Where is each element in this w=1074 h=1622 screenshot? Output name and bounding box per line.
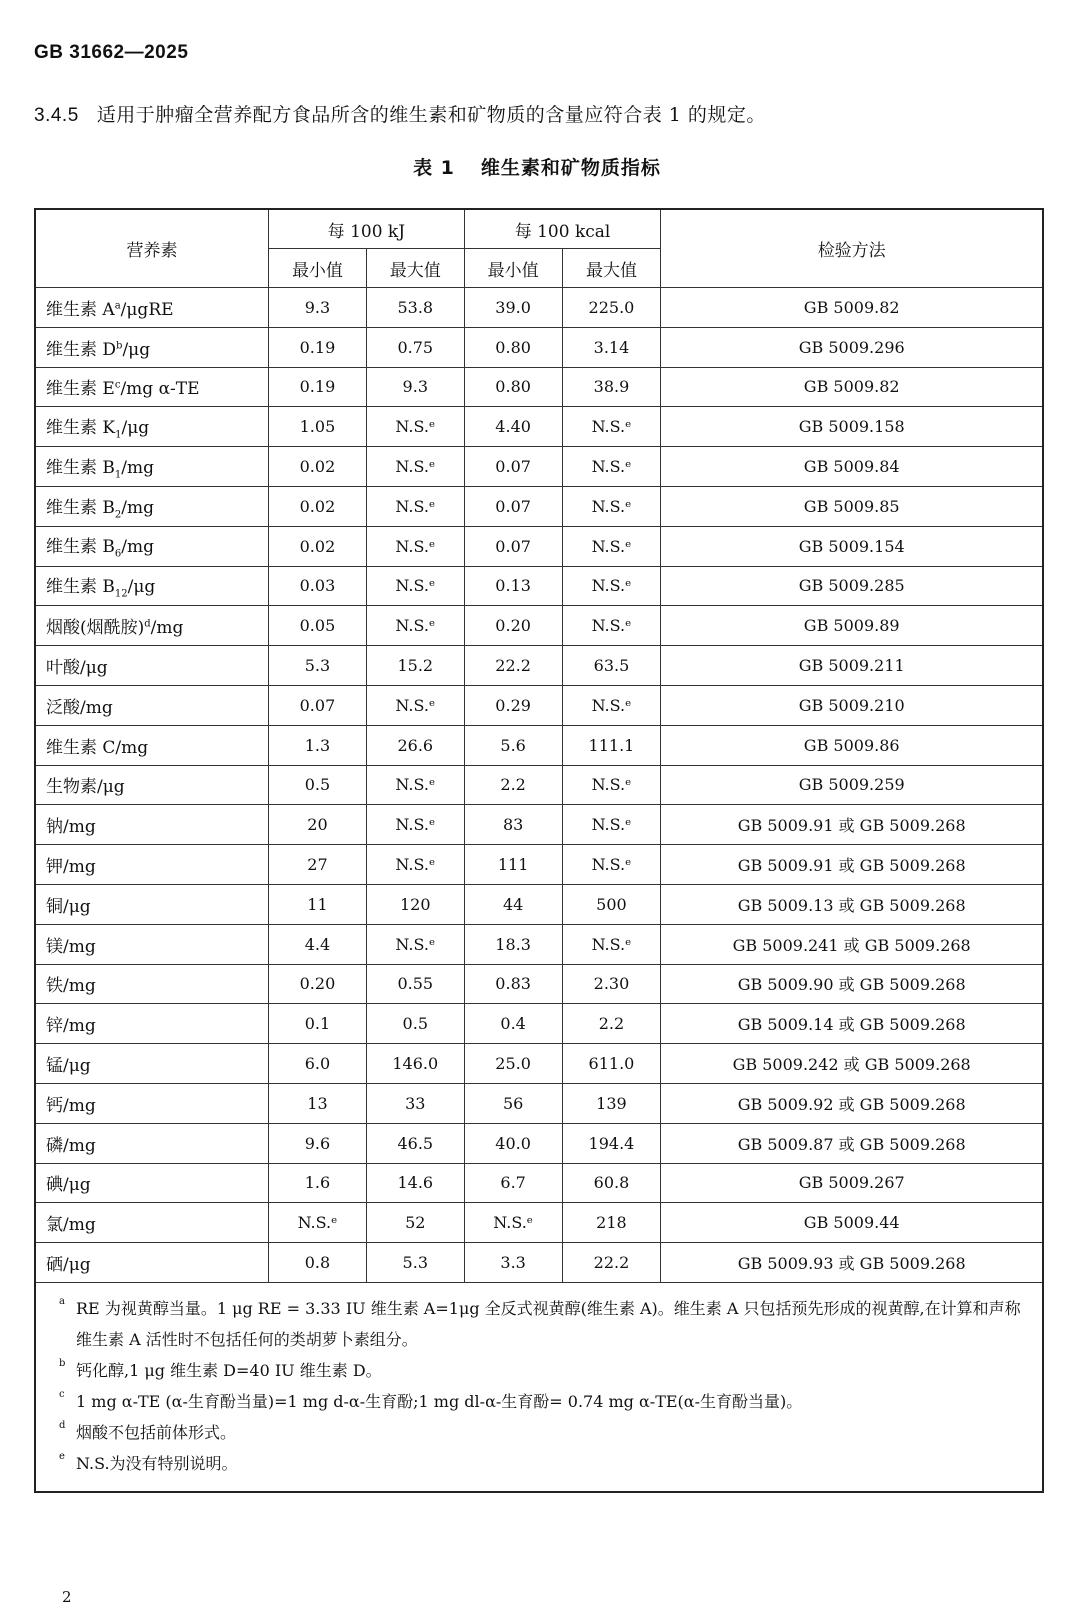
max-kcal-cell: N.S.ᵉ [562,845,661,885]
table-row [35,1004,1043,1044]
max-kcal-cell: 611.0 [562,1044,661,1084]
min-kj-cell: 27 [269,845,367,885]
min-kcal-cell: 40.0 [464,1123,562,1163]
max-kj-cell: N.S.ᵉ [366,566,464,606]
min-kcal-cell: 25.0 [464,1044,562,1084]
nutrient-name: 维生素 $B_1/mg$ [35,447,269,487]
min-kj-cell: 0.02 [269,526,367,566]
nutrient-name: 钙/mg [35,1083,269,1123]
min-kcal-cell: 111 [464,845,562,885]
min-kcal-cell: 0.80 [464,327,562,367]
table-row [35,646,1043,686]
max-kcal-cell: 139 [562,1083,661,1123]
method-cell: GB 5009.158 [661,407,1043,447]
max-kj-cell: 14.6 [366,1163,464,1203]
table-notes [35,1282,1043,1492]
min-kcal-cell: 0.29 [464,685,562,725]
table-title-text: 维生素和矿物质指标 [480,157,661,179]
min-kcal-cell: 0.07 [464,486,562,526]
max-kcal-cell: N.S.ᵉ [562,447,661,487]
min-kcal-cell: 0.83 [464,964,562,1004]
max-kcal-cell: 2.30 [562,964,661,1004]
method-cell: GB 5009.259 [661,765,1043,805]
nutrient-name: 维生素 $K_1/\mu g$ [35,407,269,447]
method-cell: GB 5009.85 [661,486,1043,526]
header-method: 检验方法 [661,209,1043,288]
nutrient-name: 碘/μg [35,1163,269,1203]
header-min-kj: 最小值 [269,249,367,288]
max-kcal-cell: 38.9 [562,367,661,407]
method-cell: GB 5009.84 [661,447,1043,487]
table-row [35,1243,1043,1283]
min-kcal-cell: 6.7 [464,1163,562,1203]
max-kj-cell: 120 [366,884,464,924]
clause-paragraph [34,100,766,127]
nutrient-name: 维生素 $B_6/mg$ [35,526,269,566]
min-kj-cell: N.S.ᵉ [269,1203,367,1243]
min-kj-cell: 13 [269,1083,367,1123]
max-kcal-cell: N.S.ᵉ [562,685,661,725]
method-cell: GB 5009.241 或 GB 5009.268 [661,924,1043,964]
nutrient-name: 维生素 $B_2/mg$ [35,486,269,526]
max-kj-cell: N.S.ᵉ [366,924,464,964]
method-cell: GB 5009.242 或 GB 5009.268 [661,1044,1043,1084]
max-kj-cell: N.S.ᵉ [366,447,464,487]
min-kcal-cell: 39.0 [464,288,562,328]
method-cell: GB 5009.210 [661,685,1043,725]
max-kj-cell: 0.75 [366,327,464,367]
max-kj-cell: N.S.ᵉ [366,606,464,646]
table-row [35,566,1043,606]
min-kj-cell: 0.02 [269,486,367,526]
method-cell: GB 5009.91 或 GB 5009.268 [661,805,1043,845]
table-row [35,367,1043,407]
table-row [35,447,1043,487]
max-kj-cell: N.S.ᵉ [366,486,464,526]
table-title [0,153,1074,180]
nutrient-name: 维生素 $D^b/\mu g$ [35,327,269,367]
method-cell: GB 5009.82 [661,367,1043,407]
min-kj-cell: 1.6 [269,1163,367,1203]
max-kcal-cell: 218 [562,1203,661,1243]
min-kj-cell: 0.02 [269,447,367,487]
method-cell: GB 5009.285 [661,566,1043,606]
max-kcal-cell: 60.8 [562,1163,661,1203]
method-cell: GB 5009.13 或 GB 5009.268 [661,884,1043,924]
table-row [35,964,1043,1004]
table-row [35,1163,1043,1203]
max-kcal-cell: 500 [562,884,661,924]
table-number: 表 1 [413,157,455,179]
table-row [35,526,1043,566]
min-kj-cell: 0.05 [269,606,367,646]
method-cell: GB 5009.87 或 GB 5009.268 [661,1123,1043,1163]
min-kcal-cell: 3.3 [464,1243,562,1283]
table-note: b 钙化醇,1 μg 维生素 D=40 IU 维生素 D。 [59,1357,382,1380]
min-kj-cell: 0.5 [269,765,367,805]
min-kj-cell: 1.3 [269,725,367,765]
max-kcal-cell: N.S.ᵉ [562,486,661,526]
min-kj-cell: 0.1 [269,1004,367,1044]
max-kcal-cell: N.S.ᵉ [562,805,661,845]
table-row [35,765,1043,805]
min-kj-cell: 0.19 [269,327,367,367]
max-kcal-cell: 3.14 [562,327,661,367]
max-kj-cell: 26.6 [366,725,464,765]
max-kcal-cell: 22.2 [562,1243,661,1283]
nutrient-name: 维生素 $E^c/mg$ α-TE [35,367,269,407]
min-kj-cell: 0.8 [269,1243,367,1283]
nutrient-name: 烟酸(烟酰胺)$^d$/mg [35,606,269,646]
method-cell: GB 5009.211 [661,646,1043,686]
method-cell: GB 5009.14 或 GB 5009.268 [661,1004,1043,1044]
max-kj-cell: 9.3 [366,367,464,407]
max-kcal-cell: N.S.ᵉ [562,924,661,964]
min-kj-cell: 0.03 [269,566,367,606]
max-kj-cell: N.S.ᵉ [366,685,464,725]
max-kcal-cell: 63.5 [562,646,661,686]
table-row [35,486,1043,526]
method-cell: GB 5009.93 或 GB 5009.268 [661,1243,1043,1283]
table-row [35,1203,1043,1243]
min-kj-cell: 1.05 [269,407,367,447]
max-kj-cell: 0.5 [366,1004,464,1044]
min-kcal-cell: 0.07 [464,526,562,566]
table-note: a RE 为视黄醇当量。1 μg RE = 3.33 IU 维生素 A=1μg 全反式视黄醇(维生素 A)。维生素 A 只包括预先形成的视黄醇,在计算和声称维生素 A 活性时不包括任何的类胡萝卜素组分。 [59,1295,1021,1349]
min-kcal-cell: 5.6 [464,725,562,765]
table-row [35,924,1043,964]
method-cell: GB 5009.44 [661,1203,1043,1243]
min-kcal-cell: 22.2 [464,646,562,686]
min-kcal-cell: 56 [464,1083,562,1123]
method-cell: GB 5009.154 [661,526,1043,566]
method-cell: GB 5009.267 [661,1163,1043,1203]
nutrient-name: 镁/mg [35,924,269,964]
min-kj-cell: 20 [269,805,367,845]
method-cell: GB 5009.89 [661,606,1043,646]
max-kj-cell: 46.5 [366,1123,464,1163]
max-kcal-cell: N.S.ᵉ [562,566,661,606]
method-cell: GB 5009.86 [661,725,1043,765]
max-kcal-cell: N.S.ᵉ [562,407,661,447]
max-kj-cell: N.S.ᵉ [366,526,464,566]
header-per-kcal: 每 100 kcal [464,209,661,249]
header-nutrient: 营养素 [35,209,269,288]
nutrient-name: 泛酸/mg [35,685,269,725]
min-kcal-cell: 44 [464,884,562,924]
nutrient-name: 维生素 $B_{12}/\mu g$ [35,566,269,606]
clause-number: 3.4.5 [34,105,79,126]
max-kcal-cell: N.S.ᵉ [562,526,661,566]
table-row [35,884,1043,924]
table-row [35,805,1043,845]
method-cell: GB 5009.92 或 GB 5009.268 [661,1083,1043,1123]
max-kj-cell: 53.8 [366,288,464,328]
min-kcal-cell: 2.2 [464,765,562,805]
nutrient-table [34,208,1044,1493]
method-cell: GB 5009.91 或 GB 5009.268 [661,845,1043,885]
min-kj-cell: 5.3 [269,646,367,686]
nutrient-name: 钠/mg [35,805,269,845]
max-kcal-cell: 111.1 [562,725,661,765]
table-row [35,725,1043,765]
method-cell: GB 5009.82 [661,288,1043,328]
min-kcal-cell: 0.80 [464,367,562,407]
min-kj-cell: 6.0 [269,1044,367,1084]
nutrient-name: 硒/μg [35,1243,269,1283]
header-min-kcal: 最小值 [464,249,562,288]
nutrient-name: 生物素/μg [35,765,269,805]
max-kj-cell: N.S.ᵉ [366,845,464,885]
method-cell: GB 5009.296 [661,327,1043,367]
min-kcal-cell: 0.07 [464,447,562,487]
header-max-kcal: 最大值 [562,249,661,288]
min-kj-cell: 9.6 [269,1123,367,1163]
table-row [35,1123,1043,1163]
header-max-kj: 最大值 [366,249,464,288]
nutrient-name: 磷/mg [35,1123,269,1163]
table-row [35,845,1043,885]
max-kj-cell: N.S.ᵉ [366,407,464,447]
nutrient-name: 钾/mg [35,845,269,885]
table-row [35,685,1043,725]
max-kj-cell: N.S.ᵉ [366,765,464,805]
nutrient-name: 铁/mg [35,964,269,1004]
min-kcal-cell: 0.13 [464,566,562,606]
nutrient-name: 维生素 C/mg [35,725,269,765]
max-kj-cell: 5.3 [366,1243,464,1283]
table-row [35,407,1043,447]
table-row [35,1044,1043,1084]
min-kcal-cell: 4.40 [464,407,562,447]
min-kcal-cell: 18.3 [464,924,562,964]
min-kcal-cell: 83 [464,805,562,845]
header-per-kj: 每 100 kJ [269,209,465,249]
nutrient-name: 锌/mg [35,1004,269,1044]
min-kj-cell: 0.20 [269,964,367,1004]
min-kcal-cell: N.S.ᵉ [464,1203,562,1243]
max-kcal-cell: 225.0 [562,288,661,328]
max-kcal-cell: 2.2 [562,1004,661,1044]
max-kj-cell: 52 [366,1203,464,1243]
min-kj-cell: 9.3 [269,288,367,328]
clause-text: 适用于肿瘤全营养配方食品所含的维生素和矿物质的含量应符合表 1 的规定。 [96,104,766,126]
min-kj-cell: 11 [269,884,367,924]
max-kj-cell: 0.55 [366,964,464,1004]
standard-code: GB 31662—2025 [34,42,189,63]
max-kj-cell: 146.0 [366,1044,464,1084]
table-row [35,1083,1043,1123]
table-row [35,288,1043,328]
table-note: d 烟酸不包括前体形式。 [59,1419,237,1442]
min-kj-cell: 4.4 [269,924,367,964]
min-kcal-cell: 0.20 [464,606,562,646]
page-number: 2 [62,1588,72,1606]
max-kj-cell: 15.2 [366,646,464,686]
min-kj-cell: 0.19 [269,367,367,407]
table-row [35,606,1043,646]
nutrient-name: 铜/μg [35,884,269,924]
max-kcal-cell: 194.4 [562,1123,661,1163]
table-row [35,327,1043,367]
nutrient-name: 氯/mg [35,1203,269,1243]
nutrient-name: 锰/μg [35,1044,269,1084]
max-kcal-cell: N.S.ᵉ [562,765,661,805]
max-kj-cell: 33 [366,1083,464,1123]
min-kj-cell: 0.07 [269,685,367,725]
min-kcal-cell: 0.4 [464,1004,562,1044]
nutrient-name: 维生素 $A^a$/μgRE [35,288,269,328]
table-note: c 1 mg α-TE (α-生育酚当量)=1 mg d-α-生育酚;1 mg dl-α-生育酚= 0.74 mg α-TE(α-生育酚当量)。 [59,1388,803,1411]
max-kcal-cell: N.S.ᵉ [562,606,661,646]
max-kj-cell: N.S.ᵉ [366,805,464,845]
table-note: e N.S.为没有特别说明。 [59,1450,238,1473]
nutrient-name: 叶酸/μg [35,646,269,686]
method-cell: GB 5009.90 或 GB 5009.268 [661,964,1043,1004]
